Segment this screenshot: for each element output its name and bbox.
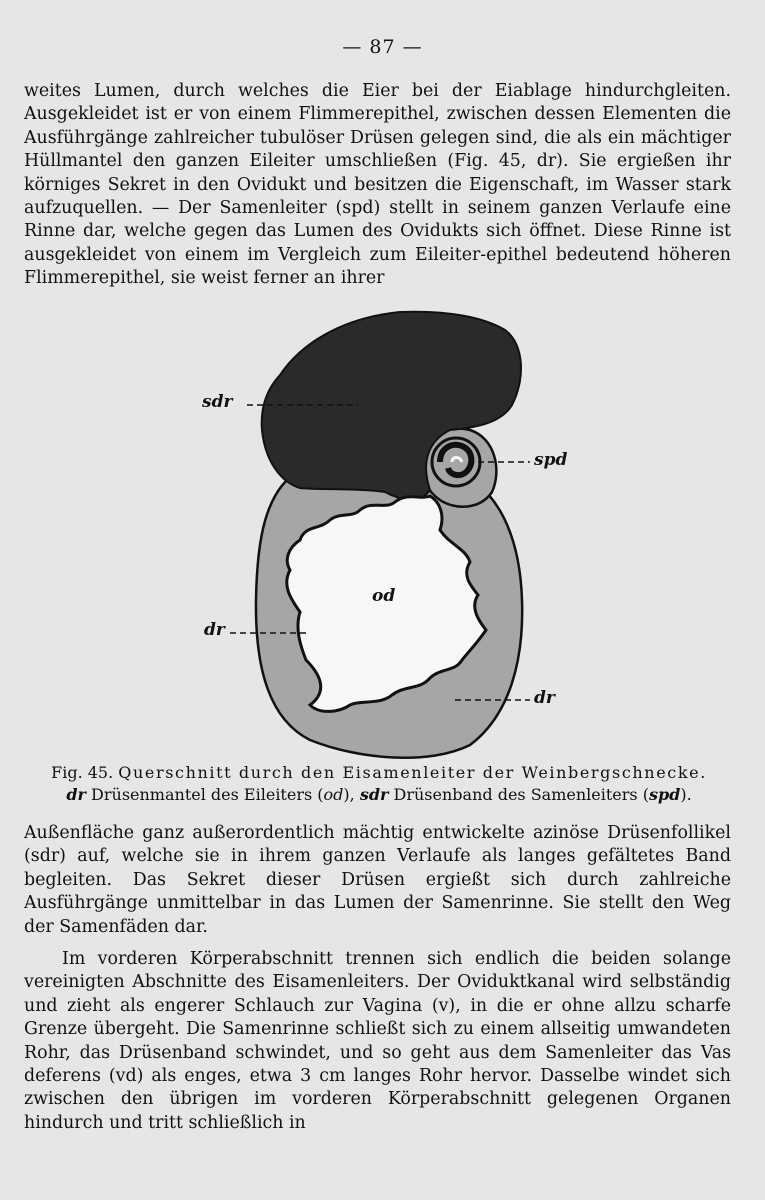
label-od: od [372,586,396,606]
paragraph-3: Im vorderen Körperabschnitt trennen sich endlich die beiden solange vereinigten Abschnitte des Eisamenleiters. Der Oviduktkanal wird selbständig und zieht als engerer Schlauch zur Vagina (v), in die er ohne allzu scharfe Grenze übergeht. Die Samenrinne schließt sich zu einem allseitig umwandeten Rohr, das Drüsenband schwindet, und so geht aus dem Samenleiter das Vas deferens (vd) als enges, etwa 3 cm langes Rohr hervor. Dasselbe windet sich zwischen den übrigen im vorderen Körperabschnitt gelegenen Organen hindurch und tritt schließlich in [24,949,731,1133]
label-dr-left: dr [204,620,225,640]
page-number: — 87 — [342,36,423,58]
label-spd: spd [534,450,568,470]
caption-line-2: dr Drüsenmantel des Eileiters (od), sdr Drüsenband des Samenleiters (spd). [66,785,692,804]
paragraph-2: Außenfläche ganz außerordentlich mächtig entwickelte azinöse Drüsenfollikel (sdr) auf, welche sie in ihrem ganzen Verlaufe als langes gefältetes Band begleiten. Das Sekret dieser Drüsen ergießt sich durch zahlreiche Ausführgänge unmittelbar in das Lumen der Samenrinne. Sie stellt den Weg der Samenfäden dar. [24,823,731,937]
caption-line-1 [24,762,734,784]
label-dr-right: dr [534,688,555,708]
figure-caption [24,762,734,806]
paragraph-1: weites Lumen, durch welches die Eier bei der Eiablage hindurchgleiten. Ausgekleidet ist er von einem Flimmerepithel, zwischen dessen Elementen die Ausführgänge zahlreicher tubulöser Drüsen gelegen sind, die als ein mächtiger Hüllmantel den ganzen Eileiter umschließen (Fig. 45, dr). Sie ergießen ihr körniges Sekret in den Ovidukt und besitzen die Eigenschaft, im Wasser stark aufzuquellen. — Der Samenleiter (spd) stellt in seinem ganzen Verlaufe eine Rinne dar, welche gegen das Lumen des Ovidukts sich öffnet. Diese Rinne ist ausgekleidet von einem im Vergleich zum Eileiter-epithel bedeutend höheren Flimmerepithel, sie weist ferner an ihrer [24,81,731,289]
caption-title: Querschnitt durch den Eisamenleiter der Weinbergschnecke. [118,763,707,782]
label-sdr: sdr [202,392,233,412]
caption-fig-ref: Fig. 45. [51,763,114,782]
